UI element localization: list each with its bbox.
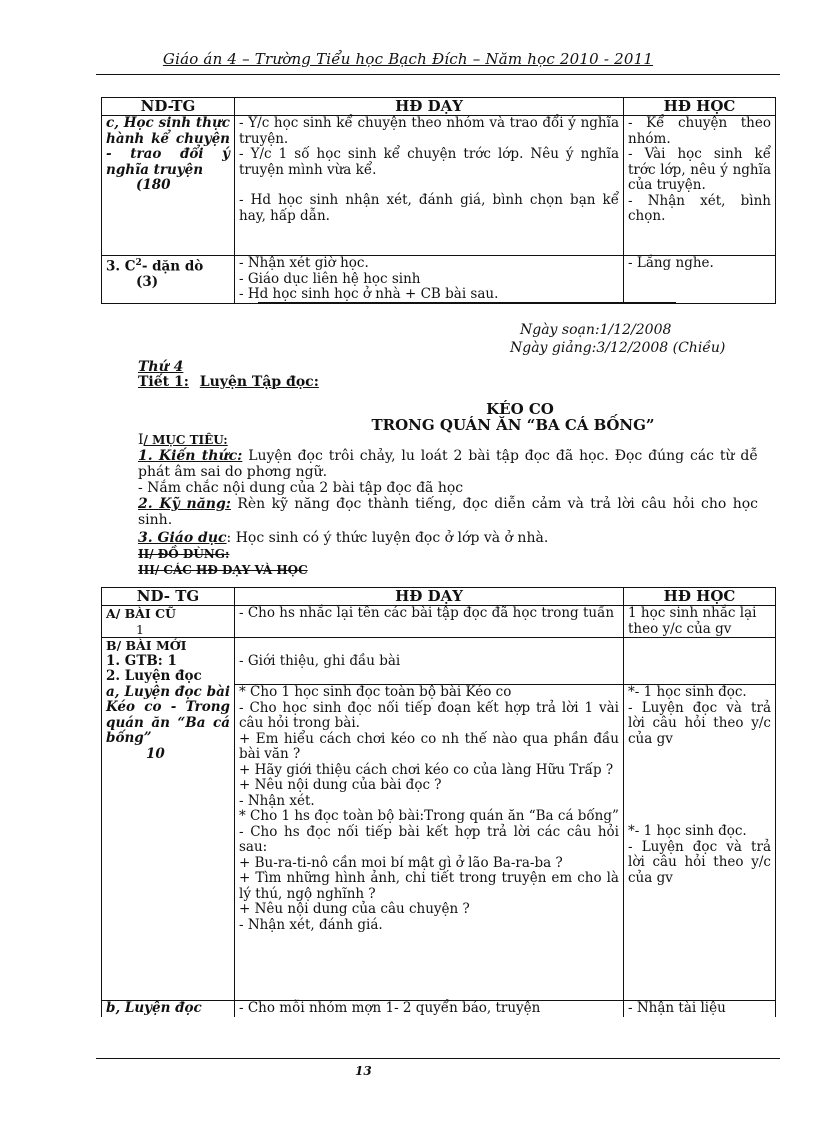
activity-line: + Em hiểu cách chơi kéo co nh thế nào qua phần đầu bài văn ? bbox=[239, 730, 619, 762]
activity-line: - Nhận xét giờ học. bbox=[239, 255, 369, 271]
lesson-title-1: KÉO CO bbox=[486, 400, 554, 418]
header-rule bbox=[96, 74, 780, 75]
teacher-activity-cell bbox=[235, 256, 624, 304]
superscript: 2 bbox=[135, 258, 142, 268]
content-cell bbox=[102, 256, 235, 304]
col-header-nd: ND- TG bbox=[102, 588, 235, 606]
content-cell bbox=[102, 638, 235, 685]
content-cell bbox=[102, 606, 235, 638]
student-activity-cell bbox=[624, 116, 776, 256]
teacher-activity-cell bbox=[235, 606, 624, 638]
activity-line: - Y/c 1 số học sinh kể chuyện trớc lớp. Nêu ý nghĩa truyện mình vừa kể. bbox=[239, 146, 619, 178]
col-header-hd-day: HĐ DẠY bbox=[235, 98, 624, 116]
skills-label: 2. Kỹ năng: bbox=[138, 496, 231, 512]
activity-line: + Tìm những hình ảnh, chi tiết trong truyện em cho là lý thú, ngộ nghĩnh ? bbox=[239, 870, 619, 902]
activity-line: - Nhận xét. bbox=[239, 792, 315, 809]
table-row bbox=[102, 256, 776, 304]
day-label: Thứ 4 bbox=[138, 359, 184, 375]
separator-rule bbox=[258, 302, 676, 303]
activity-line: - Giới thiệu, ghi đầu bài bbox=[239, 653, 401, 669]
footer-rule bbox=[96, 1058, 780, 1059]
activity-line: + Bu-ra-ti-nô cần moi bí mật gì ở lão Ba-ra-ba ? bbox=[239, 854, 563, 871]
time-label: 10 bbox=[146, 745, 165, 762]
activity-line: + Nêu nội dung của câu chuyện ? bbox=[239, 901, 470, 917]
activity-line: *- 1 học sinh đọc. bbox=[628, 823, 747, 839]
activity-line: - Hd học sinh học ở nhà + CB bài sau. bbox=[239, 286, 499, 302]
objective-education bbox=[138, 530, 548, 546]
objective-knowledge-2: - Nắm chắc nội dung của 2 bài tập đọc đã học bbox=[138, 480, 464, 496]
table-header-row bbox=[102, 98, 776, 116]
activity-table-1 bbox=[101, 97, 776, 304]
activity-line: - Luyện đọc và trả lời câu hỏi theo y/c của gv bbox=[628, 838, 771, 886]
section-label: 2. Luyện đọc bbox=[106, 668, 202, 684]
activity-line: - Nhận xét, đánh giá. bbox=[239, 916, 383, 933]
time-label: (180 bbox=[136, 177, 171, 193]
section-label: c, Học sinh thực hành kể chuyện - trao đổi ý nghĩa truyện bbox=[106, 115, 230, 178]
section-label: 3. C bbox=[106, 258, 136, 275]
activity-line: - Lắng nghe. bbox=[628, 255, 714, 271]
lesson-name: Luyện Tập đọc: bbox=[199, 374, 319, 390]
col-header-hd-day: HĐ DẠY bbox=[235, 588, 624, 606]
student-activity-cell bbox=[624, 1001, 776, 1017]
skills-text: Rèn kỹ năng đọc thành tiếng, đọc diễn cảm và trả lời câu hỏi cho học sinh. bbox=[138, 496, 758, 528]
content-cell bbox=[102, 685, 235, 1001]
table-row bbox=[102, 685, 776, 1001]
activities-heading: III/ CÁC HĐ DẠY VÀ HỌC bbox=[138, 563, 308, 577]
lesson-prefix: Tiết 1: bbox=[138, 374, 189, 390]
activity-table-2 bbox=[101, 587, 776, 1017]
knowledge-label: 1. Kiến thức: bbox=[138, 448, 243, 464]
activity-line: - Y/c học sinh kể chuyện theo nhóm và trao đổi ý nghĩa truyện. bbox=[239, 115, 619, 147]
objective-skills bbox=[138, 496, 758, 528]
student-activity-cell bbox=[624, 638, 776, 685]
table-row bbox=[102, 1001, 776, 1017]
activity-line: - Cho học sinh đọc nối tiếp đoạn kết hợp trả lời 1 vài câu hỏi trong bài. bbox=[239, 699, 619, 731]
education-label: 3. Giáo dục bbox=[138, 530, 227, 546]
student-activity-cell bbox=[624, 685, 776, 1001]
activity-line: - Vài học sinh kể trớc lớp, nêu ý nghĩa của truyện. bbox=[628, 146, 771, 193]
time-label: (3) bbox=[136, 274, 159, 290]
activity-line: - Luyện đọc và trả lời câu hỏi theo y/c của gv bbox=[628, 699, 771, 747]
activity-line: - Hd học sinh nhận xét, đánh giá, bình chọn bạn kể hay, hấp dẫn. bbox=[239, 192, 619, 224]
teacher-activity-cell bbox=[235, 685, 624, 1001]
activity-line: * Cho 1 học sinh đọc toàn bộ bài Kéo co bbox=[239, 684, 512, 700]
activity-line: - Cho hs nhắc lại tên các bài tập đọc đã học trong tuần bbox=[239, 605, 615, 621]
education-text: : Học sinh có ý thức luyện đọc ở lớp và ở nhà. bbox=[226, 530, 549, 546]
section-label: B/ BÀI MỚI bbox=[106, 638, 187, 653]
knowledge-text: Luyện đọc trôi chảy, lu loát 2 bài tập đọc đã học. Đọc đúng các từ dễ phát âm sai do phơng ngữ. bbox=[138, 448, 758, 480]
content-cell bbox=[102, 116, 235, 256]
activity-line: * Cho 1 hs đọc toàn bộ bài:Trong quán ăn “Ba cá bống” bbox=[239, 808, 619, 824]
teacher-activity-cell bbox=[235, 116, 624, 256]
activity-line: - Nhận xét, bình chọn. bbox=[628, 192, 771, 224]
student-activity-cell bbox=[624, 606, 776, 638]
section-label-rest: - dặn dò bbox=[141, 258, 204, 275]
table-row bbox=[102, 606, 776, 638]
col-header-nd: ND-TG bbox=[102, 98, 235, 116]
activity-line: - Nhận tài liệu bbox=[628, 1000, 726, 1016]
section-label: b, Luyện đọc bbox=[106, 1000, 202, 1016]
section-label: A/ BÀI CŨ bbox=[106, 606, 176, 621]
activity-line: + Hãy giới thiệu cách chơi kéo co của làng Hữu Trấp ? bbox=[239, 761, 614, 778]
date-prepared: Ngày soạn:1/12/2008 bbox=[520, 322, 672, 338]
activity-line: - Kể chuyện theo nhóm. bbox=[628, 115, 771, 147]
objectives-heading: / MỤC TIÊU: bbox=[143, 433, 228, 447]
objective-knowledge bbox=[138, 448, 758, 480]
activity-line: 1 học sinh nhắc lại theo y/c của gv bbox=[628, 605, 757, 637]
col-header-hd-hoc: HĐ HỌC bbox=[624, 588, 776, 606]
teacher-activity-cell bbox=[235, 638, 624, 685]
section-label: 1. GTB: 1 bbox=[106, 652, 177, 669]
time-label: 1 bbox=[136, 621, 144, 637]
activity-line: - Cho hs đọc nối tiếp bài kết hợp trả lời các câu hỏi sau: bbox=[239, 823, 619, 855]
table-row bbox=[102, 116, 776, 256]
lesson-title-2: TRONG QUÁN ĂN “BA CÁ BỐNG” bbox=[371, 416, 655, 434]
activity-line: + Nêu nội dung của bài đọc ? bbox=[239, 777, 442, 793]
objectives-heading-prefix: I bbox=[138, 432, 144, 448]
date-taught: Ngày giảng:3/12/2008 (Chiều) bbox=[510, 340, 726, 356]
page-number: 13 bbox=[355, 1064, 372, 1078]
table-row bbox=[102, 638, 776, 685]
section-label: a, Luyện đọc bài Kéo co - Trong quán ăn “Ba cá bống” bbox=[106, 683, 230, 746]
teacher-activity-cell bbox=[235, 1001, 624, 1017]
student-activity-cell bbox=[624, 256, 776, 304]
content-cell bbox=[102, 1001, 235, 1017]
materials-heading: II/ ĐỒ DÙNG: bbox=[138, 547, 230, 561]
page-header: Giáo án 4 – Trường Tiểu học Bạch Đích – Năm học 2010 - 2011 bbox=[162, 50, 654, 68]
table-header-row bbox=[102, 588, 776, 606]
activity-line: - Cho mỗi nhóm mợn 1- 2 quyển báo, truyện bbox=[239, 1000, 541, 1016]
activity-line: - Giáo dục liên hệ học sinh bbox=[239, 270, 421, 287]
activity-line: *- 1 học sinh đọc. bbox=[628, 684, 747, 700]
col-header-hd-hoc: HĐ HỌC bbox=[624, 98, 776, 116]
